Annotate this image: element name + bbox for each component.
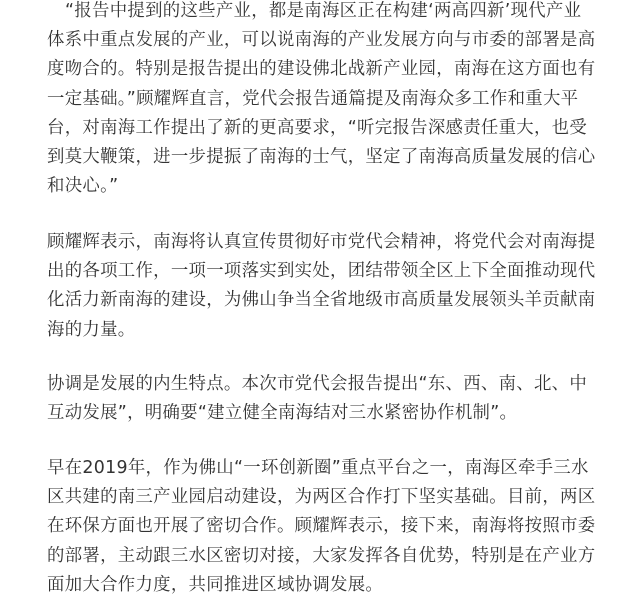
text-line: “报告中提到的这些产业，都是南海区正在构建‘两高四新’现代产业 bbox=[65, 1, 582, 21]
text-line: 面加大合作力度，共同推进区域协调发展。 bbox=[47, 574, 384, 595]
text-line: 一定基础。”顾耀辉直言，党代会报告通篇提及南海众多工作和重大平 bbox=[47, 88, 579, 109]
text-line: 出的各项工作，一项一项落实到实处，团结带领全区上下全面推动现代 bbox=[47, 261, 596, 282]
text-line: 互动发展”，明确要“建立健全南海结对三水紧密协作机制”。 bbox=[47, 403, 518, 424]
text-line: 体系中重点发展的产业，可以说南海的产业发展方向与市委的部署是高 bbox=[47, 30, 596, 51]
text-line: 区共建的南三产业园启动建设，为两区合作打下坚实基础。目前，两区 bbox=[47, 487, 596, 508]
text-line: 海的力量。 bbox=[47, 319, 136, 340]
paragraph-coordination bbox=[47, 370, 587, 428]
paragraph-implementation bbox=[47, 228, 595, 345]
text-line: 早在2019年，作为佛山“一环创新圈”重点平台之一，南海区牵手三水 bbox=[47, 458, 589, 478]
text-line: 度吻合的。特别是报告提出的建设佛北战新产业园，南海在这方面也有 bbox=[47, 59, 596, 80]
paragraph-industrial-park bbox=[47, 454, 595, 600]
text-line: 在环保方面也开展了密切合作。顾耀辉表示，接下来，南海将按照市委 bbox=[47, 516, 596, 537]
text-line: 化活力新南海的建设，为佛山争当全省地级市高质量发展领头羊贡献南 bbox=[47, 290, 596, 311]
text-line: 到莫大鞭策，进一步提振了南海的士气，坚定了南海高质量发展的信心 bbox=[47, 146, 596, 167]
text-line: 台，对南海工作提出了新的更高要求，“听完报告深感责任重大，也受 bbox=[47, 117, 588, 138]
text-line: 的部署，主动跟三水区密切对接，大家发挥各自优势，特别是在产业方 bbox=[47, 545, 596, 566]
text-line: 顾耀辉表示，南海将认真宣传贯彻好市党代会精神，将党代会对南海提 bbox=[47, 232, 596, 252]
text-line: 协调是发展的内生特点。本次市党代会报告提出“东、西、南、北、中 bbox=[47, 374, 588, 394]
text-line: 和决心。” bbox=[47, 176, 119, 197]
paragraph-quote-on-report bbox=[47, 0, 595, 201]
